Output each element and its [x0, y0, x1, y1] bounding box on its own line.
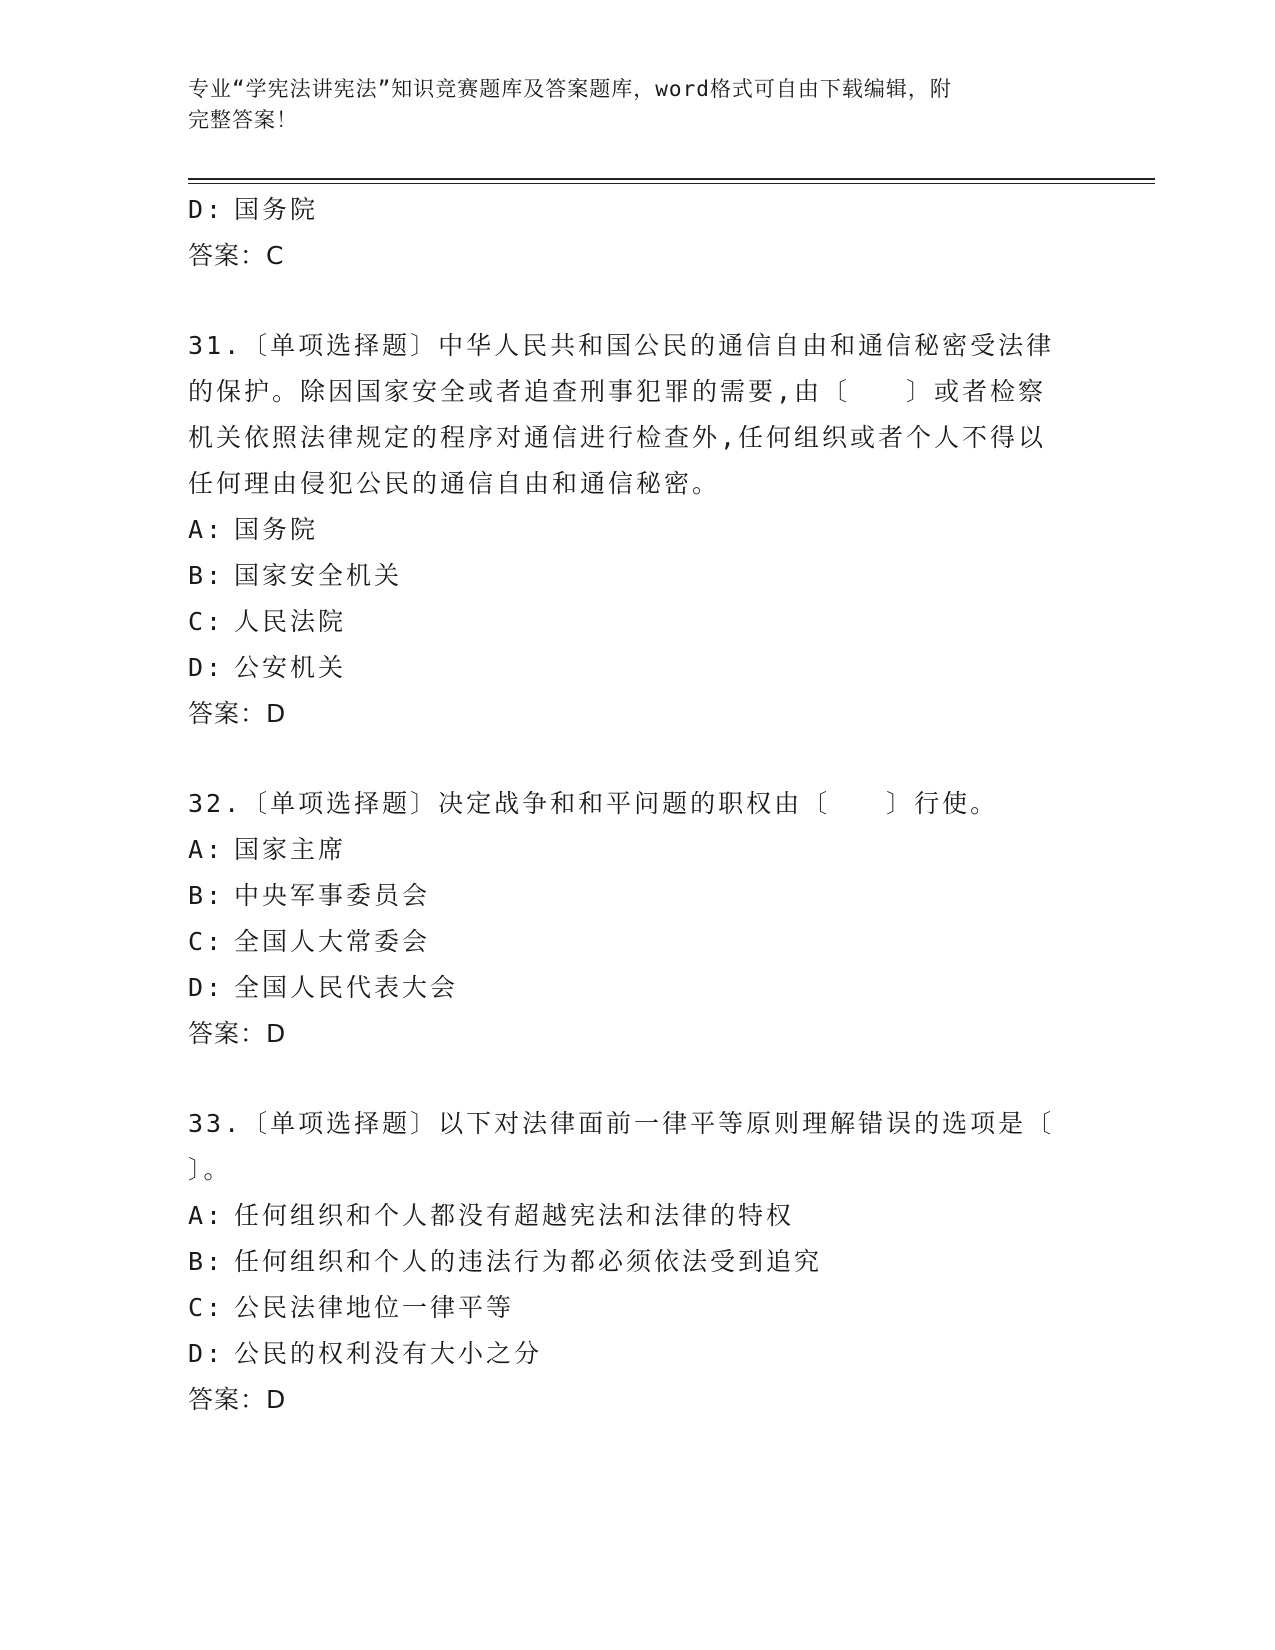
- question-text-line: 的保护。除因国家安全或者追查刑事犯罪的需要,由〔 〕或者检察: [188, 377, 1047, 406]
- option-a: [188, 1193, 1088, 1239]
- option-text: 国务院: [234, 195, 319, 224]
- option-label: D:: [188, 195, 225, 224]
- option-label: B:: [188, 561, 225, 590]
- option-a: [188, 507, 1088, 553]
- question-text-line: 任何理由侵犯公民的通信自由和通信秘密。: [188, 469, 721, 498]
- option-text: 公民法律地位一律平等: [234, 1293, 515, 1322]
- spacer: [188, 279, 1088, 323]
- option-d: [188, 965, 1088, 1011]
- option-d: [188, 187, 1088, 233]
- option-text: 任何组织和个人的违法行为都必须依法受到追究: [234, 1247, 823, 1276]
- question-32: [188, 781, 1088, 1057]
- option-label: A:: [188, 515, 225, 544]
- option-label: D:: [188, 973, 225, 1002]
- option-text: 国务院: [234, 515, 319, 544]
- previous-question-tail: [188, 187, 1088, 279]
- option-text: 任何组织和个人都没有超越宪法和法律的特权: [234, 1201, 795, 1230]
- question-text-line: 〕。: [188, 1155, 232, 1184]
- answer-line: 答案：C: [188, 241, 285, 270]
- question-31: [188, 323, 1088, 737]
- page-header: [188, 74, 1088, 136]
- option-c: [188, 919, 1088, 965]
- spacer: [188, 737, 1088, 781]
- option-b: [188, 1239, 1088, 1285]
- question-33: [188, 1101, 1088, 1423]
- option-b: [188, 873, 1088, 919]
- option-text: 国家安全机关: [234, 561, 403, 590]
- answer-line: 答案：D: [188, 699, 287, 728]
- option-label: D:: [188, 653, 225, 682]
- option-label: D:: [188, 1339, 225, 1368]
- header-line-1: 专业“学宪法讲宪法”知识竞赛题库及答案题库，word格式可自由下载编辑，附: [188, 77, 952, 101]
- option-label: A:: [188, 835, 225, 864]
- option-d: [188, 1331, 1088, 1377]
- question-text: [188, 1101, 1088, 1193]
- option-text: 公安机关: [234, 653, 347, 682]
- question-text-line: 31.〔单项选择题〕中华人民共和国公民的通信自由和通信秘密受法律: [188, 331, 1055, 360]
- option-d: [188, 645, 1088, 691]
- option-text: 中央军事委员会: [234, 881, 431, 910]
- option-text: 国家主席: [234, 835, 347, 864]
- option-label: B:: [188, 1247, 225, 1276]
- question-text-line: 机关依照法律规定的程序对通信进行检查外,任何组织或者个人不得以: [188, 423, 1047, 452]
- header-divider-thick: [188, 178, 1155, 180]
- option-a: [188, 827, 1088, 873]
- spacer: [188, 1057, 1088, 1101]
- option-label: C:: [188, 607, 225, 636]
- option-text: 全国人民代表大会: [234, 973, 459, 1002]
- option-c: [188, 599, 1088, 645]
- option-text: 公民的权利没有大小之分: [234, 1339, 543, 1368]
- question-text-line: 33.〔单项选择题〕以下对法律面前一律平等原则理解错误的选项是〔: [188, 1109, 1055, 1138]
- option-b: [188, 553, 1088, 599]
- option-text: 全国人大常委会: [234, 927, 431, 956]
- header-line-2: 完整答案！: [188, 108, 298, 132]
- option-c: [188, 1285, 1088, 1331]
- question-text-line: 32.〔单项选择题〕决定战争和和平问题的职权由〔 〕行使。: [188, 789, 999, 818]
- option-label: C:: [188, 927, 225, 956]
- option-label: C:: [188, 1293, 225, 1322]
- answer-line: 答案：D: [188, 1019, 287, 1048]
- option-text: 人民法院: [234, 607, 347, 636]
- header-divider-thin: [188, 183, 1155, 184]
- question-text: [188, 323, 1088, 507]
- answer-line: 答案：D: [188, 1385, 287, 1414]
- option-label: A:: [188, 1201, 225, 1230]
- question-text: [188, 781, 1088, 827]
- document-body: [188, 187, 1088, 1423]
- option-label: B:: [188, 881, 225, 910]
